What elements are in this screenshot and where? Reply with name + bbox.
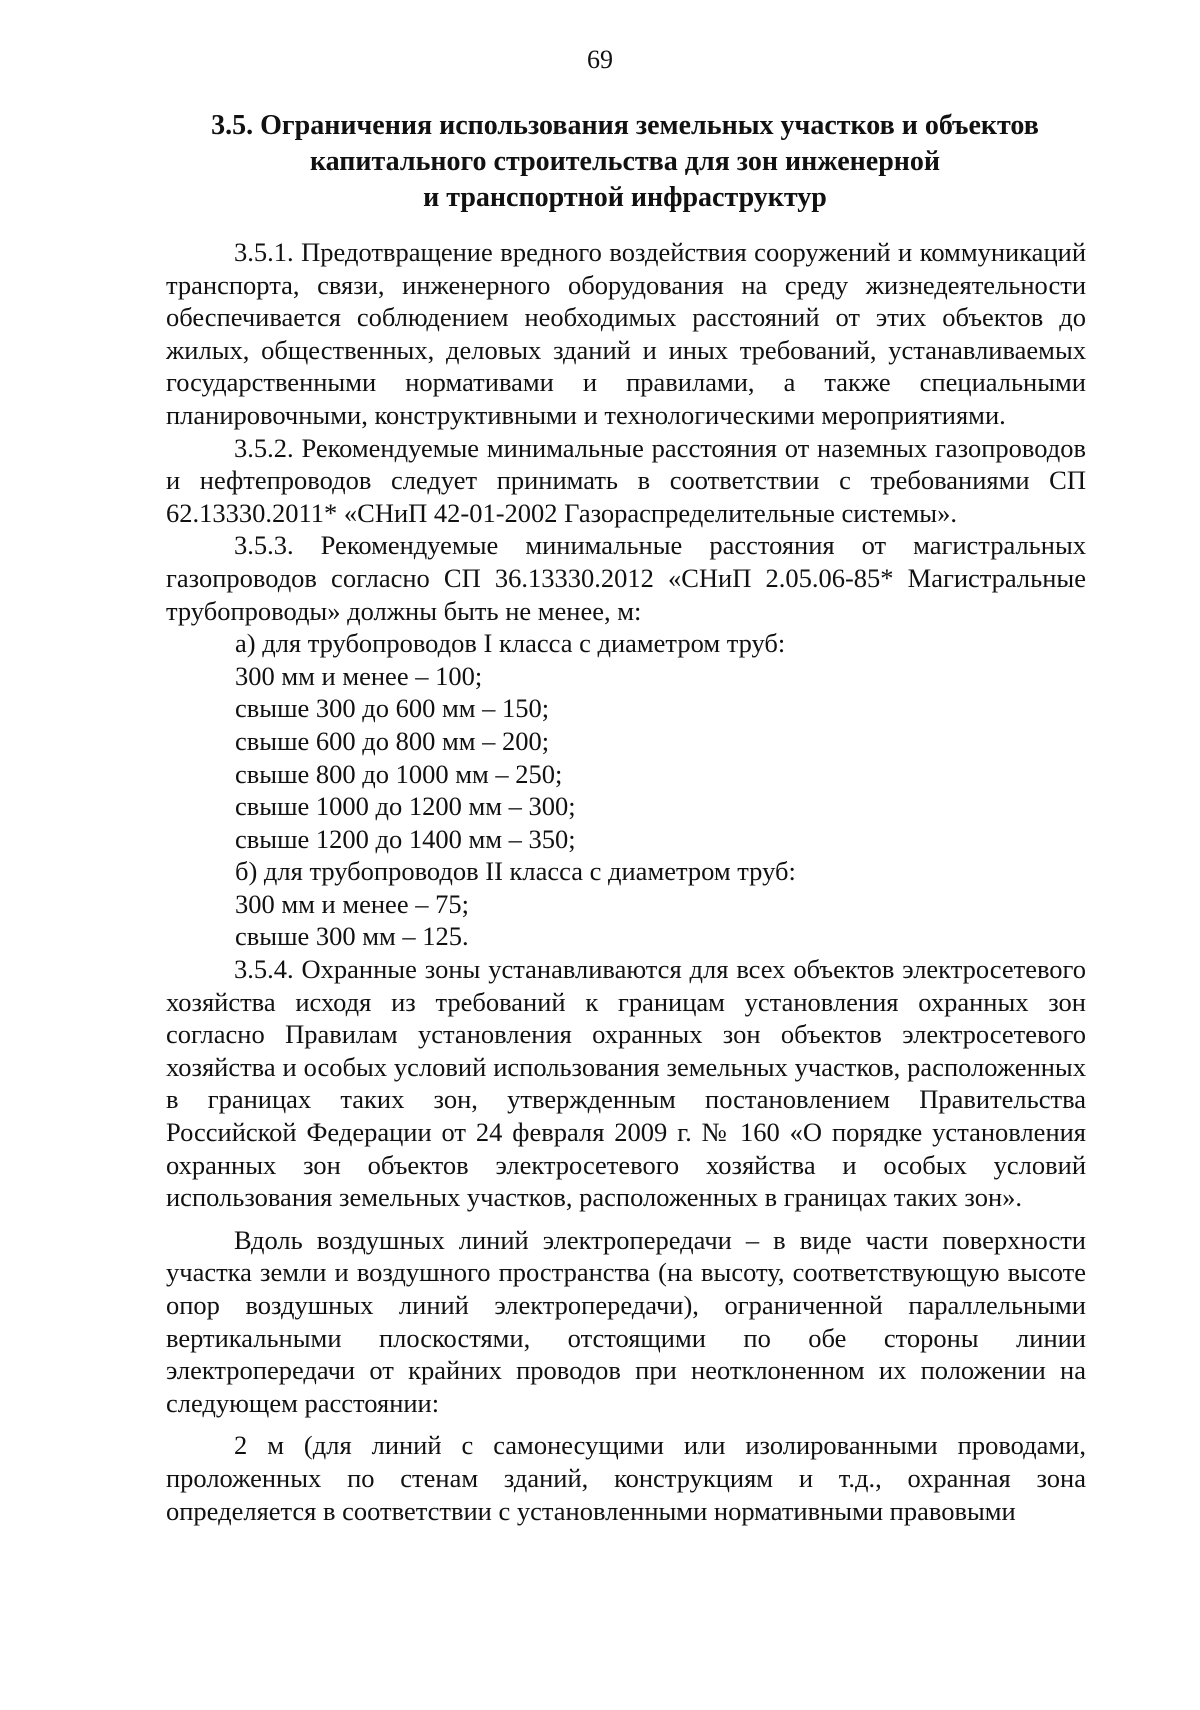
- section-title: [160, 108, 1090, 216]
- list-item: свыше 800 до 1000 мм – 250;: [235, 758, 563, 789]
- list-b-heading: б) для трубопроводов II класса с диаметром труб:: [235, 856, 796, 887]
- paragraph-2m-zone: 2 м (для линий с самонесущими или изолированными проводами, проложенных по стенам зданий, конструкциям и т.д., охранная зона определяется в соответствии с установленными нормативными правовыми: [166, 1430, 1086, 1526]
- paragraph-power-lines: Вдоль воздушных линий электропередачи – в виде части поверхности участка земли и воздушного пространства (на высоту, соответствующую высоте опор воздушных линий электропередачи), ограниченной параллельными вертикальными плоскостями, отстоящими по обе стороны линии электропередачи от крайних проводов при неотклоненном их положении на следующем расстоянии:: [166, 1224, 1086, 1418]
- paragraph-3-5-2: 3.5.2. Рекомендуемые минимальные расстояния от наземных газопроводов и нефтепроводов следует принимать в соответствии с требованиями СП 62.13330.2011* «СНиП 42-01-2002 Газораспределительные системы».: [166, 432, 1086, 528]
- list-item: свыше 600 до 800 мм – 200;: [235, 725, 550, 756]
- list-item: 300 мм и менее – 75;: [235, 888, 469, 919]
- section-title-line-3: и транспортной инфраструктур: [423, 182, 827, 213]
- paragraph-3-5-3: 3.5.3. Рекомендуемые минимальные расстояния от магистральных газопроводов согласно СП 36.13330.2012 «СНиП 2.05.06-85* Магистральные трубопроводы» должны быть не менее, м:: [166, 530, 1086, 626]
- list-a-heading: а) для трубопроводов I класса с диаметром труб:: [235, 628, 786, 659]
- list-item: свыше 300 мм – 125.: [235, 921, 469, 952]
- list-item: свыше 1000 до 1200 мм – 300;: [235, 791, 576, 822]
- section-title-line-2: капитального строительства для зон инженерной: [309, 146, 941, 177]
- list-item: свыше 1200 до 1400 мм – 350;: [235, 823, 576, 854]
- list-item: свыше 300 до 600 мм – 150;: [235, 693, 550, 724]
- page-number: 69: [587, 45, 613, 74]
- paragraph-3-5-1: 3.5.1. Предотвращение вредного воздействия сооружений и коммуникаций транспорта, связи, инженерного оборудования на среду жизнедеятельности обеспечивается соблюдением необходимых расстояний от этих объектов до жилых, общественных, деловых зданий и иных требований, устанавливаемых государственными нормативами и правилами, а также специальными планировочными, конструктивными и технологическими мероприятиями.: [166, 237, 1086, 430]
- paragraph-3-5-4: 3.5.4. Охранные зоны устанавливаются для всех объектов электросетевого хозяйства исходя из требований к границам установления охранных зон согласно Правилам установления охранных зон объектов электросетевого хозяйства и особых условий использования земельных участков, расположенных в границах таких зон, утвержденным постановлением Правительства Российской Федерации от 24 февраля 2009 г. № 160 «О порядке установления охранных зон объектов электросетевого хозяйства и особых условий использования земельных участков, расположенных в границах таких зон».: [166, 954, 1086, 1213]
- list-item: 300 мм и менее – 100;: [235, 660, 483, 691]
- document-body: [166, 236, 1086, 1527]
- section-title-line-1: 3.5. Ограничения использования земельных участков и объектов: [211, 110, 1039, 141]
